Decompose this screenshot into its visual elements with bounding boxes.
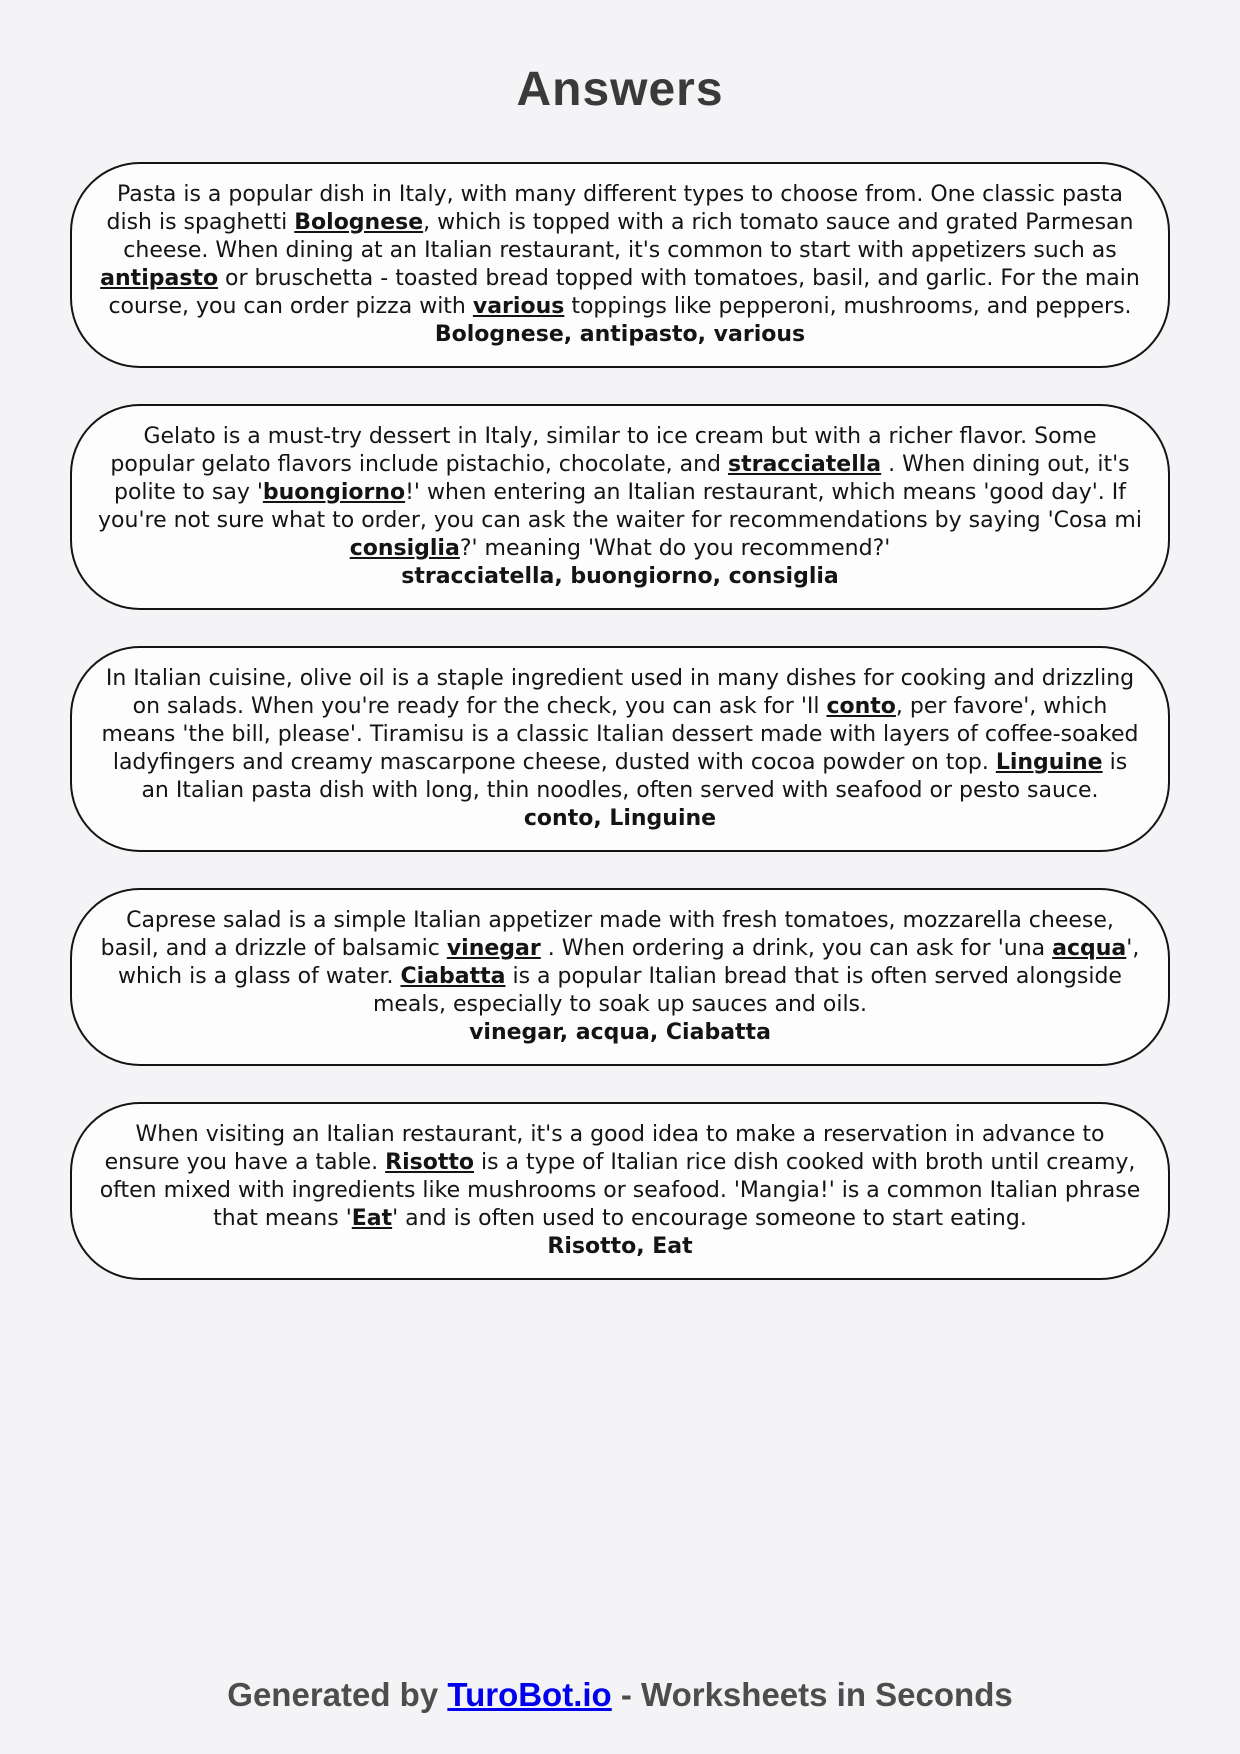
answer-keyword: various [472, 294, 565, 319]
passage-segment: In Italian cuisine, olive oil is a staple ingredient used in many dishes for cooking and drizzling on salads. When you're ready for the check, you can ask for 'Il [105, 666, 1135, 719]
footer-suffix: - Worksheets in Seconds [611, 1676, 1013, 1713]
answer-keyword: Risotto [385, 1150, 474, 1175]
answer-keyword: Bolognese [294, 210, 424, 235]
answer-summary: conto, Linguine [523, 806, 717, 831]
footer [0, 1676, 1240, 1714]
passage-segment: ' and is often used to encourage someone to start eating. [392, 1206, 1027, 1231]
answer-keyword: vinegar [446, 936, 541, 961]
passage-segment: Caprese salad is a simple Italian appetizer made with fresh tomatoes, mozzarella cheese, basil, and a drizzle of balsamic [100, 908, 1114, 961]
answer-keyword: stracciatella [728, 452, 882, 477]
passage-segment: or bruschetta - toasted bread topped with tomatoes, basil, and garlic. For the main course, you can order pizza with [108, 266, 1140, 319]
passage-text [98, 423, 1142, 563]
answer-keyword: Linguine [995, 750, 1103, 775]
passage-segment: toppings like pepperoni, mushrooms, and peppers. [564, 294, 1132, 319]
passage-segment: . When dining out, it's polite to say ' [114, 452, 1130, 505]
passage-segment: , per favore', which means 'the bill, please'. Tiramisu is a classic Italian dessert made with layers of coffee-soaked ladyfingers and creamy mascarpone cheese, dusted with cocoa powder on top. [101, 694, 1139, 775]
answer-keyword: buongiorno [262, 480, 406, 505]
footer-prefix: Generated by [227, 1676, 448, 1713]
passage-segment: Gelato is a must-try dessert in Italy, similar to ice cream but with a richer flavor. Some popular gelato flavors include pistachio, chocolate, and [110, 424, 1097, 477]
passage-segment: When visiting an Italian restaurant, it's a good idea to make a reservation in advance to ensure you have a table. [104, 1122, 1105, 1175]
passage-text [98, 1121, 1142, 1233]
passage-segment: is an Italian pasta dish with long, thin noodles, often served with seafood or pesto sauce. [141, 750, 1128, 803]
passage-segment: is a popular Italian bread that is often served alongside meals, especially to soak up sauces and oils. [372, 964, 1122, 1017]
answer-box [70, 162, 1170, 368]
passage-segment: !' when entering an Italian restaurant, which means 'good day'. If you're not sure what to order, you can ask the waiter for recommendations by saying 'Cosa mi [98, 480, 1142, 533]
answer-summary: Bolognese, antipasto, various [434, 322, 806, 347]
answer-box [70, 404, 1170, 610]
answer-summary: vinegar, acqua, Ciabatta [469, 1020, 771, 1045]
answer-box [70, 1102, 1170, 1280]
passage-segment: Pasta is a popular dish in Italy, with many different types to choose from. One classic pasta dish is spaghetti [106, 182, 1123, 235]
page-title: Answers [516, 63, 724, 116]
turobot-link[interactable]: TuroBot.io [447, 1676, 612, 1713]
passage-segment: . When ordering a drink, you can ask for 'una [540, 936, 1053, 961]
passage-text [98, 907, 1142, 1019]
answer-box-list [0, 162, 1240, 1280]
answer-keyword: Ciabatta [400, 964, 506, 989]
answer-keyword: conto [826, 694, 896, 719]
passage-segment: ', which is a glass of water. [118, 936, 1140, 989]
passage-segment: , which is topped with a rich tomato sauce and grated Parmesan cheese. When dining at an Italian restaurant, it's common to start with appetizers such as [123, 210, 1134, 263]
answer-keyword: acqua [1052, 936, 1127, 961]
answer-keyword: Eat [351, 1206, 393, 1231]
answer-keyword: consiglia [349, 536, 460, 561]
answer-summary: stracciatella, buongiorno, consiglia [401, 564, 839, 589]
passage-segment: is a type of Italian rice dish cooked with broth until creamy, often mixed with ingredients like mushrooms or seafood. 'Mangia!' is a common Italian phrase that means ' [99, 1150, 1141, 1231]
passage-text [98, 181, 1142, 321]
passage-text [98, 665, 1142, 805]
answer-box [70, 888, 1170, 1066]
answer-box [70, 646, 1170, 852]
answer-summary: Risotto, Eat [547, 1234, 693, 1259]
answer-keyword: antipasto [100, 266, 219, 291]
passage-segment: ?' meaning 'What do you recommend?' [459, 536, 891, 561]
